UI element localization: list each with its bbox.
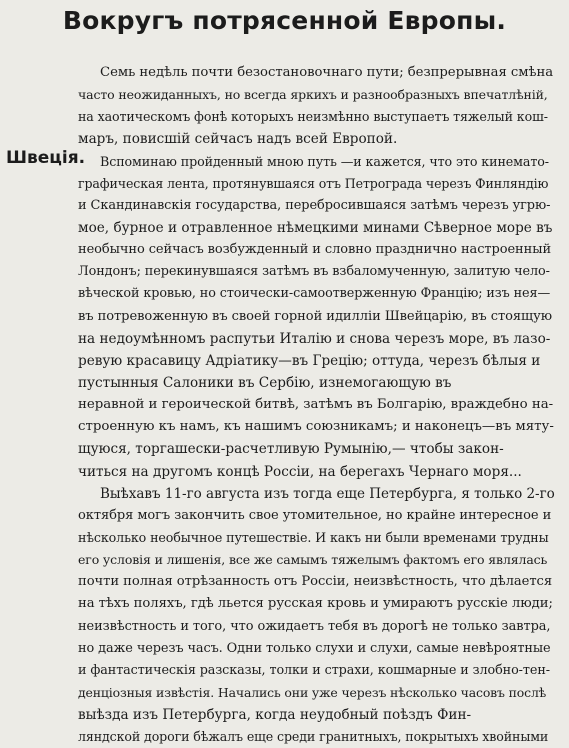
- paragraph-line: нѣсколько необычное путешествіе. И какъ ни были временами трудны: [78, 529, 549, 545]
- paragraph-line: на недоумѣнномъ распутьи Италію и снова черезъ море, въ лазо-: [78, 330, 551, 347]
- paragraph-line: пустынныя Салоники въ Сербію, изнемогающую въ: [78, 374, 452, 391]
- paragraph-line: необычно сейчасъ возбужденный и словно празднично настроенный: [78, 242, 552, 258]
- paragraph-line: неравной и героической битвѣ, затѣмъ въ Болгарію, враждебно на-: [78, 397, 554, 413]
- paragraph-line: выѣзда изъ Петербурга, когда неудобный поѣздъ Фин-: [78, 707, 472, 724]
- paragraph-line: читься на другомъ концѣ Россіи, на берегахъ Чернаго моря...: [78, 463, 522, 480]
- paragraph-line: Лондонъ; перекинувшаяся затѣмъ въ взбаломученную, залитую чело-: [78, 264, 550, 280]
- paragraph-line: часто неожиданныхъ, но всегда яркихъ и разнообразныхъ впечатлѣній,: [78, 87, 548, 103]
- paragraph-line: но даже черезъ часъ. Одни только слухи и слухи, самые невѣроятные: [78, 640, 551, 656]
- article-body: [78, 62, 556, 748]
- paragraph-line: октября могъ закончить свое утомительное, но крайне интересное и: [78, 507, 552, 523]
- paragraph-line: его условія и лишенія, все же самымъ тяжелымъ фактомъ его являлась: [78, 552, 548, 568]
- paragraph-line: почти полная отрѣзанность отъ Россіи, неизвѣстность, что дѣлается: [78, 574, 553, 590]
- paragraph-line: щуюся, торгашески-расчетливую Румынію,— чтобы закон-: [78, 441, 504, 458]
- paragraph-line: вѣческой кровью, но стоически-самоотверженную Францію; изъ нея—: [78, 286, 551, 302]
- paragraph-line: денціозныя извѣстія. Начались они уже черезъ нѣсколько часовъ послѣ: [78, 684, 547, 700]
- paragraph-line: на тѣхъ поляхъ, гдѣ льется русская кровь и умираютъ русскіе люди;: [78, 596, 553, 612]
- paragraph-line: маръ, повисшій сейчасъ надъ всей Европой.: [78, 131, 398, 148]
- paragraph-line: ляндской дороги бѣжалъ еще среди гранитныхъ, покрытыхъ хвойными: [78, 729, 549, 745]
- paragraph-line: мое, бурное и отравленное нѣмецкими минами Сѣверное море въ: [78, 219, 553, 236]
- paragraph-line: ревую красавицу Адріатику—въ Грецію; оттуда, черезъ бѣлыя и: [78, 352, 541, 369]
- paragraph-line: строенную къ намъ, къ нашимъ союзникамъ; и наконецъ—въ мяту-: [78, 419, 554, 435]
- margin-note: Швеція.: [6, 148, 86, 168]
- paragraph-line: на хаотическомъ фонѣ которыхъ неизмѣнно выступаетъ тяжелый кош-: [78, 109, 548, 125]
- paragraph-first-line: Вспоминаю пройденный мною путь —и кажется, что это кинемато-: [100, 153, 549, 169]
- paragraph-line: въ потревоженную въ своей горной идилліи Швейцарію, въ стоящую: [78, 308, 553, 324]
- paragraph-first-line: Выѣхавъ 11-го августа изъ тогда еще Петербурга, я только 2-го: [100, 485, 555, 502]
- article-title: Вокругъ потрясенной Европы.: [62, 6, 507, 35]
- paragraph-line: неизвѣстность и того, что ожидаетъ тебя въ дорогѣ не только завтра,: [78, 618, 551, 634]
- paragraph-line: и фантастическія разсказы, толки и страхи, кошмарные и злобно-тен-: [78, 662, 550, 678]
- paragraph-line: графическая лента, протянувшаяся отъ Петрограда черезъ Финляндію: [78, 175, 549, 191]
- paragraph-line: и Скандинавскія государства, перебросившаяся затѣмъ черезъ угрю-: [78, 197, 551, 213]
- paragraph-first-line: Семь недѣль почти безостановочнаго пути; безпрерывная смѣна: [100, 65, 554, 80]
